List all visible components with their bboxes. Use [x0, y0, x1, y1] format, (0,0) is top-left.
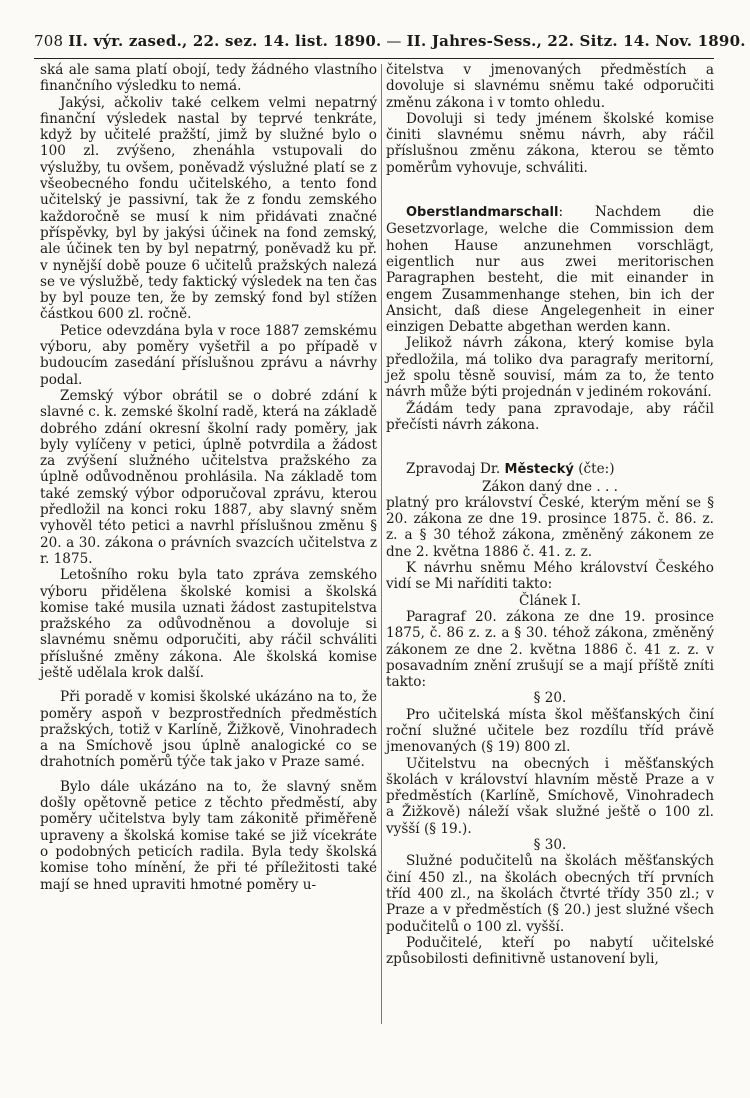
- paragraph: Podučitelé, kteří po nabytí učitelské způsobilosti definitivně ustanovení byli,: [386, 934, 714, 968]
- speech-text: : Nachdem die Gesetzvorlage, welche die Commission dem hohen Hause anzunehmen vorschlägt, eigentlich nur aus zwei meritorischen Paragraphen besteht, die mit einander in engem Zusammenhange stehen, bin ich der Ansicht, daß diese Angelegenheit in einer einzigen Debatte abgethan werden kann.: [386, 204, 714, 336]
- paragraph: Pro učitelská místa škol měšťanských činí roční služné učitele bez rozdílu tříd právě jmenovaných (§ 19) 800 zl.: [386, 706, 714, 756]
- column-divider: [381, 64, 382, 1024]
- right-column: [386, 62, 714, 967]
- paragraph: Žádám tedy pana zpravodaje, aby ráčil přečísti návrh zákona.: [386, 400, 714, 433]
- paragraph: Učitelstvu na obecných i měšťanských školách v království hlavním městě Praze a v předměstích (Karlíně, Smíchově, Vinohradech a Žižkově) náleží však služné ještě o 100 zl. vyšší (§ 19.).: [386, 755, 714, 837]
- paragraph: Jakýsi, ačkoliv také celkem velmi nepatrný finanční výsledek nastal by teprvé tenkráte, když by učitelé pražští, jimž by služné bylo o 100 zl. zvýšeno, zhenáhla vstupovali do výslužby, tu ovšem, poněvadž výslužné platí se z všeobecného fondu učitelského, a tento fond učitelský je passivní, tak že z fondu zemského každoročně se musí k nim přidávati značné příspěvky, byl by jakýsi účinek na fond zemský, ale účinek ten by byl nepatrný, poněvadž ku př. v nynější době pouze 6 učitelů pražských nalezá se ve výslužbě, tedy faktický výsledek na ten čas by byl pouze ten, že by zemský fond byl stížen částkou 600 zl. ročně.: [40, 94, 377, 323]
- law-title: Zákon daný dne . . .: [481, 478, 619, 495]
- paragraph: čitelstva v jmenovaných předměstích a dovoluje si slavnému sněmu také odporučiti změnu zákona i v tomto ohledu.: [386, 62, 714, 111]
- section-heading: § 20.: [533, 690, 567, 707]
- article-heading: Článek I.: [519, 592, 581, 609]
- speech-oberstlandmarschall: [386, 204, 714, 335]
- paragraph: Bylo dále ukázáno na to, že slavný sněm došly opětovně petice z těchto předměstí, aby poměry učitelstva byly tam zákonitě přiměřeně upraveny a školská komise také se již vícekráte o podobných peticích radila. Byla tedy školská komise toho mínění, že při té příležitosti také mají se hned upraviti hmotné poměry u-: [40, 778, 377, 893]
- article-text: Paragraf 20. zákona ze dne 19. prosince 1875, č. 86 z. z. a § 30. téhož zákona, změněný zákonem ze dne 2. května 1886 č. 41 z. z. v posavadním znění zrušují se a mají příště zníti takto:: [386, 608, 714, 691]
- header-rule: [34, 58, 714, 59]
- paragraph: Dovoluji si tedy jménem školské komise činiti slavnému sněmu návrh, aby ráčil příslušnou změnu zákona, kterou se těmto poměrům vyhovuje, schváliti.: [386, 110, 714, 176]
- header-czech: II. výr. zased., 22. sez. 14. list. 1890.: [68, 32, 382, 50]
- left-column: [40, 62, 377, 893]
- speaker-name: Městecký: [504, 462, 574, 478]
- page-header: [34, 32, 746, 50]
- enactment-clause: K návrhu sněmu Mého království Českého vidí se Mi naříditi takto:: [386, 560, 714, 593]
- paragraph: Při poradě v komisi školské ukázáno na to, že poměry aspoň v bezprostředních předměstích pražských, totiž v Karlíně, Žižkově, Vinohradech a na Smíchově jsou úplně analogické co se drahotních poměrů týče tak jako v Praze samé.: [40, 689, 377, 771]
- speaker-name: Oberstlandmarschall: [406, 205, 559, 221]
- paragraph: Zemský výbor obrátil se o dobré zdání k slavné c. k. zemské školní radě, která na základě dobrého zdání okresní školní rady poměry, jak byly vylíčeny v petici, úplně potvrdila a žádost za zvýšení služného učitelstva pražského za úplně odůvodněnou prohlásila. Na základě tom také zemský výbor odporučoval zprávu, kterou předložil na konci roku 1887, aby slavný sněm vyhověl této petici a navrhl příslušnou změnu § 20. a 30. zákona o právních svazcích učitelstva z r. 1875.: [40, 387, 377, 567]
- speaker-suffix: (čte:): [578, 461, 615, 478]
- paragraph: Služné podučitelů na školách měšťanských činí 450 zl., na školách obecných tří prvních tříd 400 zl., na školách čtvrté třídy 350 zl.; v Praze a v předměstích (§ 20.) jest služné všech podučitelů o 100 zl. vyšší.: [386, 853, 714, 935]
- paragraph: Petice odevzdána byla v roce 1887 zemskému výboru, aby poměry vyšetřil a po případě v budoucím zasedání příslušnou zprávu a návrhy podal.: [40, 322, 377, 388]
- paragraph: ská ale sama platí obojí, tedy žádného vlastního finančního výsledku to nemá.: [40, 62, 377, 95]
- section-heading: § 30.: [533, 837, 567, 854]
- speech-reporter: [386, 461, 714, 478]
- paragraph: Letošního roku byla tato zpráva zemského výboru přidělena školské komisi a školská komise také musila uznati žádost zastupitelstva pražského za odůvodněnou a dovoluje si slavnému sněmu odporučiti, aby ráčil schváliti příslušné změny zákona. Ale školská komise ještě udělala krok další.: [40, 567, 377, 681]
- header-german: II. Jahres-Sess., 22. Sitz. 14. Nov. 1890.: [406, 32, 746, 50]
- header-dash: —: [386, 32, 402, 50]
- paragraph: Jelikož návrh zákona, který komise byla předložila, má toliko dva paragrafy meritorní, jež spolu těsně souvisí, mám za to, že tento návrh může býti projednán v jediném rokování.: [386, 335, 714, 401]
- law-intro: platný pro království České, kterým mění se § 20. zákona ze dne 19. prosince 1875. č. 86. z. z. a § 30 téhož zákona, změněný zákonem ze dne 2. května 1886 č. 41. z. z.: [386, 494, 714, 560]
- speaker-prefix: Zpravodaj Dr.: [406, 461, 501, 478]
- page-number: 708: [34, 32, 64, 50]
